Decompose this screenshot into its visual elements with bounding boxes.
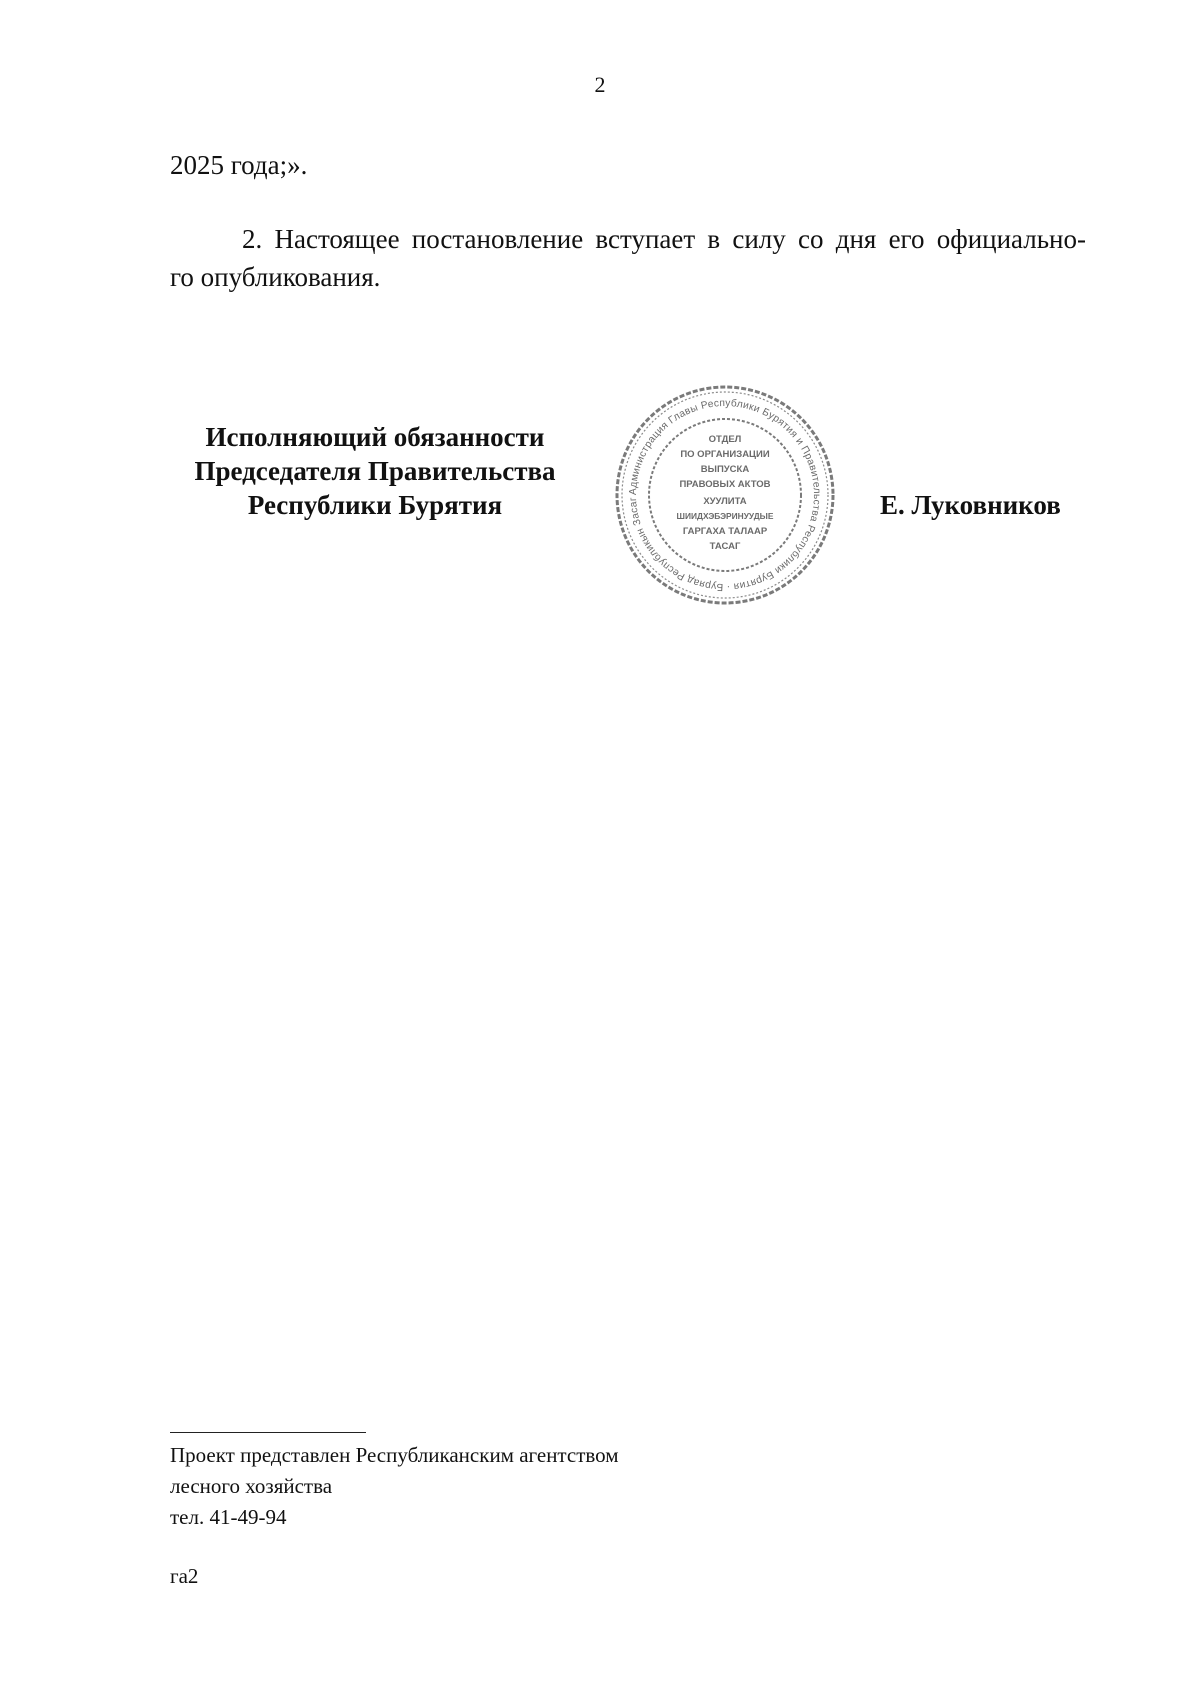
paragraph-item-2-line-2: го опубликования.	[170, 262, 381, 292]
footnote-line-3: тел. 41-49-94	[170, 1505, 287, 1529]
seal-center-line-2: ПО ОРГАНИЗАЦИИ	[680, 449, 770, 460]
seal-center-line-8: ТАСАГ	[709, 541, 741, 552]
seal-outer-text: Администрация Главы Республики Бурятия и Правительства Республики Бурятия · Буряад Республикын Засаг	[627, 397, 823, 593]
signatory-position-line-1: Исполняющий обязанности	[205, 422, 545, 452]
document-code: га2	[170, 1564, 199, 1588]
seal-center-line-4: ПРАВОВЫХ АКТОВ	[679, 479, 771, 490]
footnote-line-1: Проект представлен Республиканским агентством	[170, 1443, 619, 1467]
seal-center-line-5: ХУУЛИТА	[703, 496, 747, 507]
signatory-position-line-3: Республики Бурятия	[247, 490, 503, 520]
footnote-divider	[170, 1432, 366, 1433]
page-number: 2	[594, 72, 606, 97]
signatory-name: Е. Луковников	[880, 490, 1061, 520]
paragraph-tail: 2025 года;».	[170, 150, 308, 180]
signatory-position-line-2: Председателя Правительства	[194, 456, 556, 486]
footnote	[170, 1440, 619, 1533]
footnote-line-2: лесного хозяйства	[170, 1474, 333, 1498]
seal-center-line-3: ВЫПУСКА	[700, 464, 750, 475]
paragraph-item-2-line-1: 2. Настоящее постановление вступает в силу со дня его официально-	[242, 224, 1086, 254]
paragraph-item-2	[170, 220, 1086, 296]
seal-center-line-7: ГАРГАХА ТАЛААР	[682, 526, 768, 537]
seal-center-line-6: ШИИДХЭБЭРИНУУДЫЕ	[676, 511, 774, 521]
official-seal	[610, 380, 840, 610]
signatory-position	[160, 420, 590, 522]
official-seal-graphic	[610, 380, 840, 610]
seal-center-line-1: ОТДЕЛ	[708, 434, 742, 445]
